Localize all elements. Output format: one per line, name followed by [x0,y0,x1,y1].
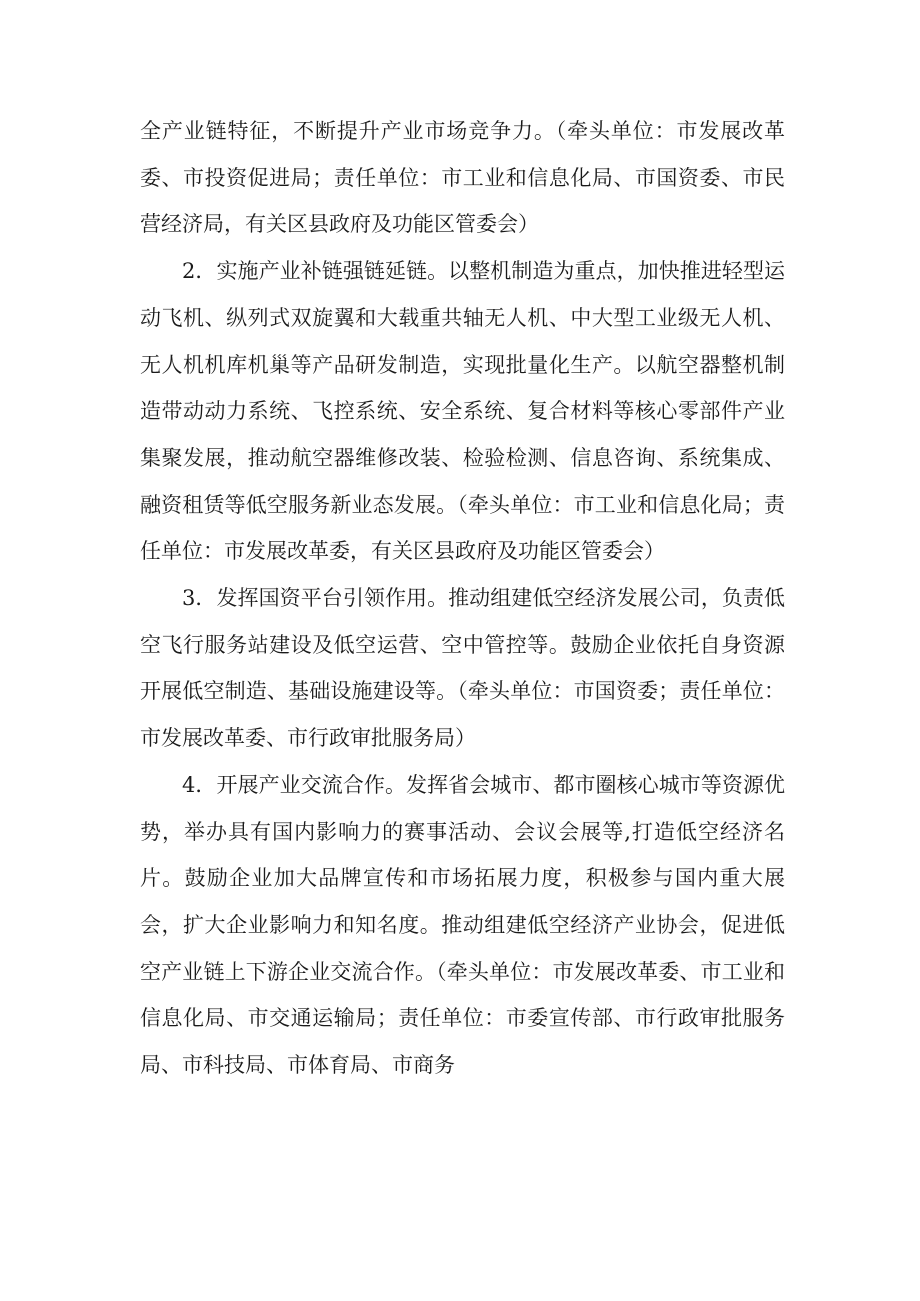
paragraph-item-4: 4．开展产业交流合作。发挥省会城市、都市圈核心城市等资源优势，举办具有国内影响力的赛事活动、会议会展等,打造低空经济名片。鼓励企业加大品牌宣传和市场拓展力度，积极参与国内重大展会，扩大企业影响力和知名度。推动组建低空经济产业协会，促进低空产业链上下游企业交流合作。（牵头单位：市发展改革委、市工业和信息化局、市交通运输局；责任单位：市委宣传部、市行政审批服务局、市科技局、市体育局、市商务 [140,772,785,1078]
paragraph-continued: 全产业链特征，不断提升产业市场竞争力。（牵头单位：市发展改革委、市投资促进局；责任单位：市工业和信息化局、市国资委、市民营经济局，有关区县政府及功能区管委会） [140,119,785,237]
paragraph-item-3: 3．发挥国资平台引领作用。推动组建低空经济发展公司，负责低空飞行服务站建设及低空运营、空中管控等。鼓励企业依托自身资源开展低空制造、基础设施建设等。（牵头单位：市国资委；责任单位：市发展改革委、市行政审批服务局） [140,586,785,751]
document-body [140,108,785,1089]
paragraph-item-2: 2．实施产业补链强链延链。以整机制造为重点，加快推进轻型运动飞机、纵列式双旋翼和大载重共轴无人机、中大型工业级无人机、无人机机库机巢等产品研发制造，实现批量化生产。以航空器整机制造带动动力系统、飞控系统、安全系统、复合材料等核心零部件产业集聚发展，推动航空器维修改装、检验检测、信息咨询、系统集成、融资租赁等低空服务新业态发展。（牵头单位：市工业和信息化局；责任单位：市发展改革委，有关区县政府及功能区管委会） [140,259,785,564]
